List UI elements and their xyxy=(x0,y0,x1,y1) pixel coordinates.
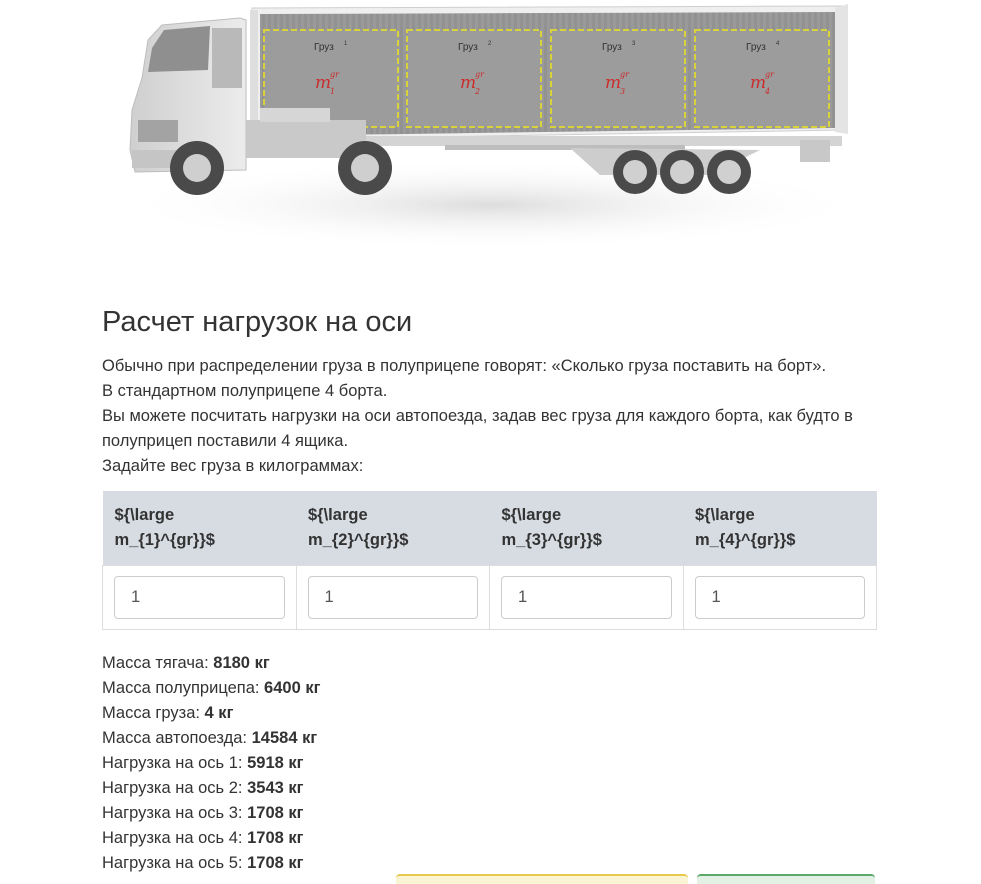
intro-text xyxy=(102,354,892,479)
container-3-mass-sup: gr xyxy=(620,70,629,79)
header-cell-1 xyxy=(103,491,297,566)
yellow-button-edge[interactable] xyxy=(396,874,688,884)
intro-line-1: Обычно при распределении груза в полуприцепе говорят: «Сколько груза поставить на борт». xyxy=(102,357,827,375)
input-cell-2 xyxy=(296,566,490,630)
header-cell-4 xyxy=(683,491,877,566)
header-cell-2-line-2: m_{2}^{gr}}$ xyxy=(308,531,409,549)
header-cell-2 xyxy=(296,491,490,566)
input-cell-3 xyxy=(490,566,684,630)
container-1-sup: 1 xyxy=(344,41,348,47)
result-value: 1708 кг xyxy=(247,829,304,847)
result-axle-4-load xyxy=(102,826,320,851)
container-4-mass: m xyxy=(750,73,767,93)
result-trailer-mass xyxy=(102,676,320,701)
header-cell-4-line-2: m_{4}^{gr}}$ xyxy=(695,531,796,549)
container-1-mass-sub: 1 xyxy=(330,87,336,96)
result-label: Нагрузка на ось 5: xyxy=(102,854,248,872)
intro-line-4: Задайте вес груза в килограммах: xyxy=(102,457,364,475)
result-cargo-mass xyxy=(102,701,320,726)
container-4 xyxy=(695,30,829,127)
truck-illustration xyxy=(100,0,880,265)
result-train-mass xyxy=(102,726,320,751)
header-cell-4-line-1: ${\large xyxy=(695,506,755,524)
cargo-table-input-row xyxy=(103,566,877,630)
header-cell-3 xyxy=(490,491,684,566)
container-2-mass: m xyxy=(460,73,477,93)
result-value: 1708 кг xyxy=(247,804,304,822)
result-label: Нагрузка на ось 4: xyxy=(102,829,248,847)
result-label: Нагрузка на ось 1: xyxy=(102,754,248,772)
container-4-mass-sub: 4 xyxy=(765,87,771,96)
container-3-mass-sub: 3 xyxy=(620,87,626,96)
cargo-3-weight-input[interactable] xyxy=(501,576,672,619)
header-cell-1-line-1: ${\large xyxy=(114,506,175,524)
cargo-4-weight-input[interactable] xyxy=(695,576,866,619)
result-axle-2-load xyxy=(102,776,320,801)
page-title: Расчет нагрузок на оси xyxy=(102,306,413,338)
header-cell-3-line-1: ${\large xyxy=(501,506,562,524)
input-cell-4 xyxy=(683,566,877,630)
container-1-mass: m xyxy=(315,73,332,93)
result-value: 3543 кг xyxy=(247,779,304,797)
container-2-mass-sub: 2 xyxy=(475,87,481,96)
result-value: 14584 кг xyxy=(251,729,318,747)
cargo-table xyxy=(102,491,877,630)
result-value: 1708 кг xyxy=(247,854,304,872)
result-value: 6400 кг xyxy=(264,679,321,697)
container-2-sup: 2 xyxy=(488,41,492,47)
result-axle-5-load xyxy=(102,851,320,876)
cargo-1-weight-input[interactable] xyxy=(114,576,285,619)
container-2 xyxy=(407,30,541,127)
container-3-sup: 3 xyxy=(632,41,636,47)
result-label: Масса автопоезда: xyxy=(102,729,252,747)
intro-line-3: Вы можете посчитать нагрузки на оси автопоезда, задав вес груза для каждого борта, как будто в полуприцеп поставили 4 ящика. xyxy=(102,407,853,450)
truck-drawing xyxy=(100,0,880,265)
cargo-2-weight-input[interactable] xyxy=(308,576,479,619)
result-tractor-mass xyxy=(102,651,320,676)
container-1-label: Груз xyxy=(314,42,334,53)
result-axle-1-load xyxy=(102,751,320,776)
result-label: Нагрузка на ось 3: xyxy=(102,804,248,822)
result-value: 4 кг xyxy=(204,704,234,722)
result-value: 5918 кг xyxy=(247,754,304,772)
container-2-label: Груз xyxy=(458,42,478,53)
container-4-sup: 4 xyxy=(776,41,780,47)
container-3-mass: m xyxy=(605,73,622,93)
result-label: Нагрузка на ось 2: xyxy=(102,779,248,797)
result-label: Масса полуприцепа: xyxy=(102,679,265,697)
container-1-mass-sup: gr xyxy=(330,70,339,79)
results-list xyxy=(102,651,320,876)
container-2-mass-sup: gr xyxy=(475,70,484,79)
green-button-edge[interactable] xyxy=(697,874,875,884)
container-4-mass-sup: gr xyxy=(765,70,774,79)
container-3 xyxy=(551,30,685,127)
container-3-label: Груз xyxy=(602,42,622,53)
result-value: 8180 кг xyxy=(213,654,270,672)
container-4-label: Груз xyxy=(746,42,766,53)
header-cell-3-line-2: m_{3}^{gr}}$ xyxy=(501,531,602,549)
result-label: Масса груза: xyxy=(102,704,205,722)
result-axle-3-load xyxy=(102,801,320,826)
cargo-table-header-row xyxy=(103,491,877,566)
header-cell-2-line-1: ${\large xyxy=(308,506,368,524)
input-cell-1 xyxy=(103,566,297,630)
result-label: Масса тягача: xyxy=(102,654,214,672)
header-cell-1-line-2: m_{1}^{gr}}$ xyxy=(114,531,215,549)
intro-line-2: В стандартном полуприцепе 4 борта. xyxy=(102,382,388,400)
